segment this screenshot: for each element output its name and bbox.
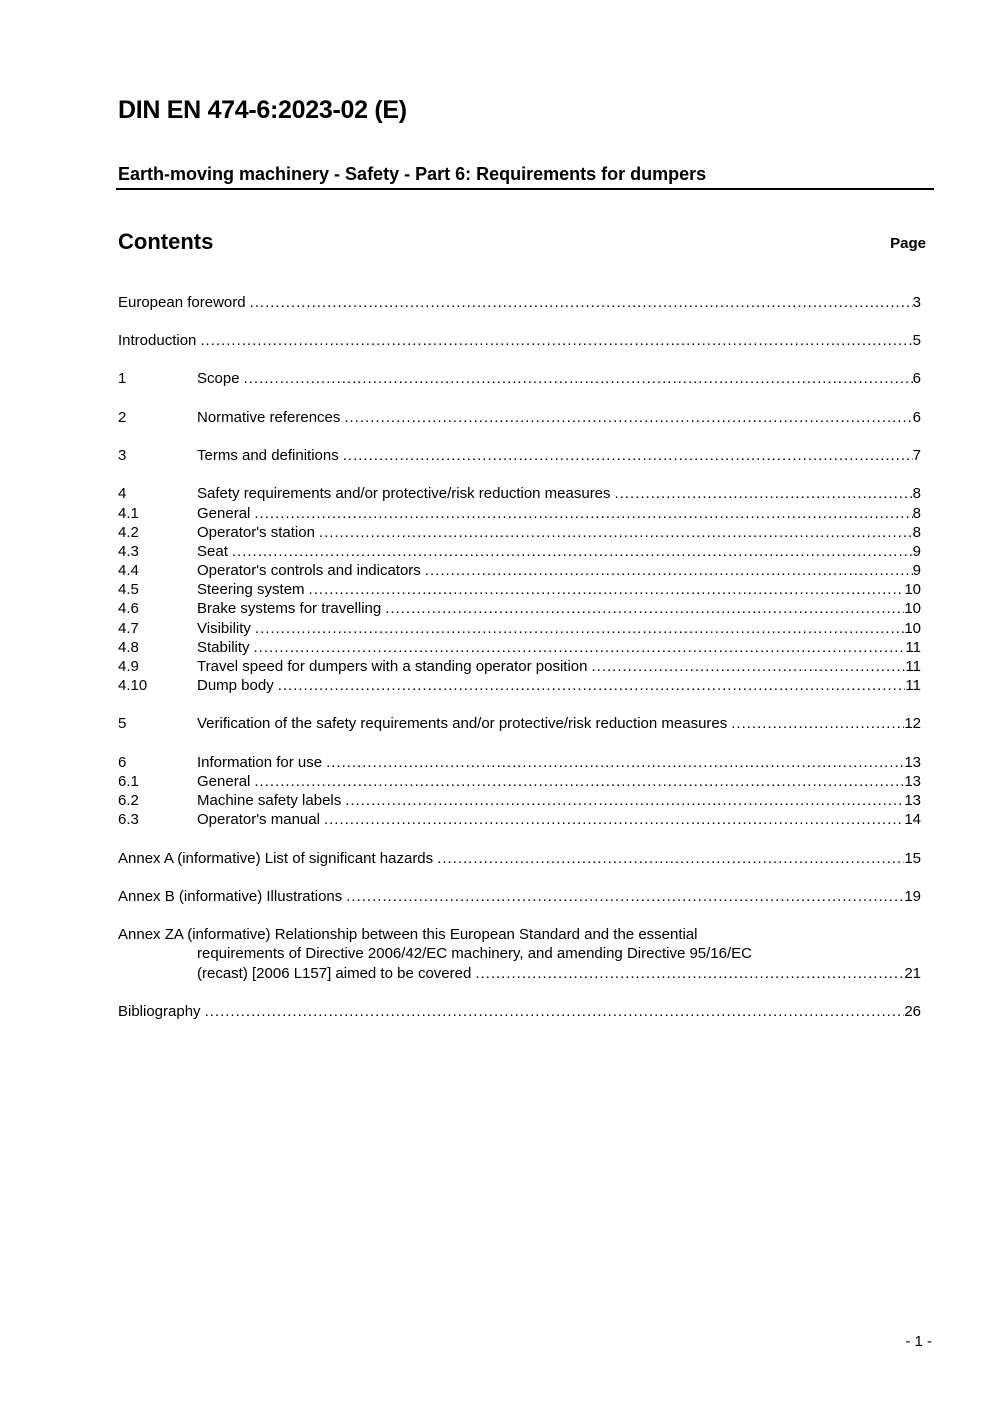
toc-dot-leader	[251, 619, 904, 638]
toc-entry-title: Operator's controls and indicators	[197, 562, 421, 579]
toc-entry-section-4-6[interactable]	[118, 599, 921, 618]
toc-entry-title: Information for use	[197, 754, 323, 771]
toc-entry-introduction[interactable]	[118, 331, 921, 350]
toc-entry-page: 6	[912, 370, 921, 387]
toc-entry-section-4-7[interactable]	[118, 619, 921, 638]
toc-entry-section-4-10[interactable]	[118, 676, 921, 695]
toc-entry-page: 8	[912, 485, 921, 502]
toc-entry-annex-za-line-2: requirements of Directive 2006/42/EC machinery, and amending Directive 95/16/EC	[197, 945, 752, 962]
toc-dot-leader	[196, 331, 912, 350]
toc-dot-leader	[342, 887, 904, 906]
toc-entry-annex-a[interactable]	[118, 849, 921, 868]
toc-entry-number: 4.5	[118, 581, 139, 598]
toc-dot-leader	[433, 849, 904, 868]
toc-entry-section-4-3[interactable]	[118, 542, 921, 561]
toc-entry-page: 10	[904, 620, 921, 637]
toc-dot-leader	[201, 1002, 905, 1021]
toc-entry-title: Dump body	[197, 677, 274, 694]
toc-entry-annex-b[interactable]	[118, 887, 921, 906]
toc-dot-leader	[320, 810, 904, 829]
document-subtitle: Earth-moving machinery - Safety - Part 6: Requirements for dumpers	[116, 160, 934, 190]
toc-entry-bibliography[interactable]	[118, 1002, 921, 1021]
toc-dot-leader	[315, 523, 913, 542]
toc-entry-number: 4.9	[118, 658, 139, 675]
toc-entry-section-4[interactable]	[118, 484, 921, 503]
toc-dot-leader	[588, 657, 906, 676]
toc-entry-title: Travel speed for dumpers with a standing operator position	[197, 658, 588, 675]
toc-dot-leader	[274, 676, 906, 695]
toc-entry-annex-za-line-1	[118, 925, 921, 944]
toc-entry-page: 10	[904, 600, 921, 617]
toc-entry-title: European foreword	[118, 294, 246, 311]
toc-dot-leader	[471, 964, 904, 983]
toc-entry-number: 2	[118, 409, 127, 426]
toc-entry-number: 4	[118, 485, 127, 502]
toc-entry-number: 4.8	[118, 639, 139, 656]
toc-entry-section-4-5[interactable]	[118, 580, 921, 599]
toc-entry-page: 14	[904, 811, 921, 828]
toc-entry-title: Safety requirements and/or protective/risk reduction measures	[197, 485, 611, 502]
toc-entry-european-foreword[interactable]	[118, 293, 921, 312]
toc-entry-title: Seat	[197, 543, 228, 560]
toc-entry-number: 5	[118, 715, 127, 732]
toc-entry-page: 11	[905, 677, 921, 694]
toc-dot-leader	[246, 293, 913, 312]
toc-entry-title: Verification of the safety requirements and/or protective/risk reduction measures	[197, 715, 728, 732]
toc-entry-number: 6.1	[118, 773, 139, 790]
toc-entry-number: 4.3	[118, 543, 139, 560]
toc-dot-leader	[421, 561, 913, 580]
toc-entry-title: Annex B (informative) Illustrations	[118, 888, 343, 905]
toc-entry-title: Steering system	[197, 581, 305, 598]
toc-entry-page: 6	[912, 409, 921, 426]
toc-dot-leader	[250, 772, 904, 791]
toc-entry-title: Scope	[197, 370, 240, 387]
toc-entry-page: 13	[904, 773, 921, 790]
toc-dot-leader	[250, 504, 912, 523]
toc-entry-title: Operator's manual	[197, 811, 320, 828]
toc-entry-section-4-4[interactable]	[118, 561, 921, 580]
toc-entry-section-3[interactable]	[118, 446, 921, 465]
toc-entry-section-4-9[interactable]	[118, 657, 921, 676]
toc-entry-annex-za-line-3	[197, 964, 921, 983]
toc-entry-section-6-3[interactable]	[118, 810, 921, 829]
toc-entry-page: 11	[905, 639, 921, 656]
toc-entry-section-5[interactable]	[118, 714, 921, 733]
toc-entry-page: 19	[904, 888, 921, 905]
toc-entry-page: 5	[912, 332, 921, 349]
toc-entry-number: 4.1	[118, 505, 139, 522]
toc-entry-section-4-8[interactable]	[118, 638, 921, 657]
toc-dot-leader	[322, 753, 904, 772]
toc-entry-number: 6.3	[118, 811, 139, 828]
toc-entry-page: 21	[904, 965, 921, 982]
toc-dot-leader	[228, 542, 913, 561]
toc-dot-leader	[381, 599, 904, 618]
toc-entry-page: 15	[904, 850, 921, 867]
toc-entry-title: Introduction	[118, 332, 197, 349]
page-column-heading: Page	[890, 235, 926, 252]
toc-entry-page: 8	[912, 505, 921, 522]
toc-entry-page: 8	[912, 524, 921, 541]
toc-entry-page: 3	[912, 294, 921, 311]
toc-entry-title: Brake systems for travelling	[197, 600, 382, 617]
toc-entry-number: 4.10	[118, 677, 148, 694]
toc-dot-leader	[727, 714, 904, 733]
toc-dot-leader	[250, 638, 906, 657]
toc-dot-leader	[341, 791, 904, 810]
toc-entry-number: 6	[118, 754, 127, 771]
toc-entry-number: 4.7	[118, 620, 139, 637]
toc-entry-page: 13	[904, 792, 921, 809]
toc-entry-page: 12	[904, 715, 921, 732]
toc-entry-number: 1	[118, 370, 127, 387]
toc-entry-page: 9	[912, 543, 921, 560]
toc-entry-number: 3	[118, 447, 127, 464]
document-title: DIN EN 474-6:2023-02 (E)	[118, 96, 407, 124]
toc-entry-section-4-2[interactable]	[118, 523, 921, 542]
contents-heading: Contents	[118, 229, 214, 254]
toc-entry-title: Annex A (informative) List of significant hazards	[118, 850, 434, 867]
toc-entry-title: Machine safety labels	[197, 792, 342, 809]
toc-entry-title: Operator's station	[197, 524, 315, 541]
toc-entry-title: Normative references	[197, 409, 341, 426]
toc-entry-title: Bibliography	[118, 1003, 201, 1020]
toc-entry-title: Terms and definitions	[197, 447, 339, 464]
toc-entry-section-1[interactable]	[118, 369, 921, 388]
toc-dot-leader	[340, 408, 912, 427]
toc-entry-title: General	[197, 505, 251, 522]
toc-entry-page: 26	[904, 1003, 921, 1020]
toc-dot-leader	[305, 580, 905, 599]
toc-entry-section-6[interactable]	[118, 753, 921, 772]
toc-entry-title: Stability	[197, 639, 250, 656]
toc-entry-title: (recast) [2006 L157] aimed to be covered	[197, 965, 472, 982]
toc-entry-title: General	[197, 773, 251, 790]
toc-entry-section-6-2[interactable]	[118, 791, 921, 810]
toc-entry-number: 4.2	[118, 524, 139, 541]
toc-entry-page: 7	[912, 447, 921, 464]
toc-entry-page: 10	[904, 581, 921, 598]
toc-entry-page: 9	[912, 562, 921, 579]
toc-entry-number: 4.4	[118, 562, 139, 579]
toc-entry-number: 4.6	[118, 600, 139, 617]
toc-entry-title: Annex ZA (informative) Relationship between this European Standard and the essential	[118, 926, 698, 943]
toc-dot-leader	[240, 369, 913, 388]
toc-dot-leader	[339, 446, 913, 465]
toc-entry-page: 11	[905, 658, 921, 675]
toc-entry-section-4-1[interactable]	[118, 504, 921, 523]
toc-entry-section-6-1[interactable]	[118, 772, 921, 791]
toc-entry-number: 6.2	[118, 792, 139, 809]
page-number: - 1 -	[905, 1333, 932, 1350]
toc-entry-title: Visibility	[197, 620, 251, 637]
toc-dot-leader	[611, 484, 913, 503]
toc-entry-section-2[interactable]	[118, 408, 921, 427]
toc-entry-page: 13	[904, 754, 921, 771]
